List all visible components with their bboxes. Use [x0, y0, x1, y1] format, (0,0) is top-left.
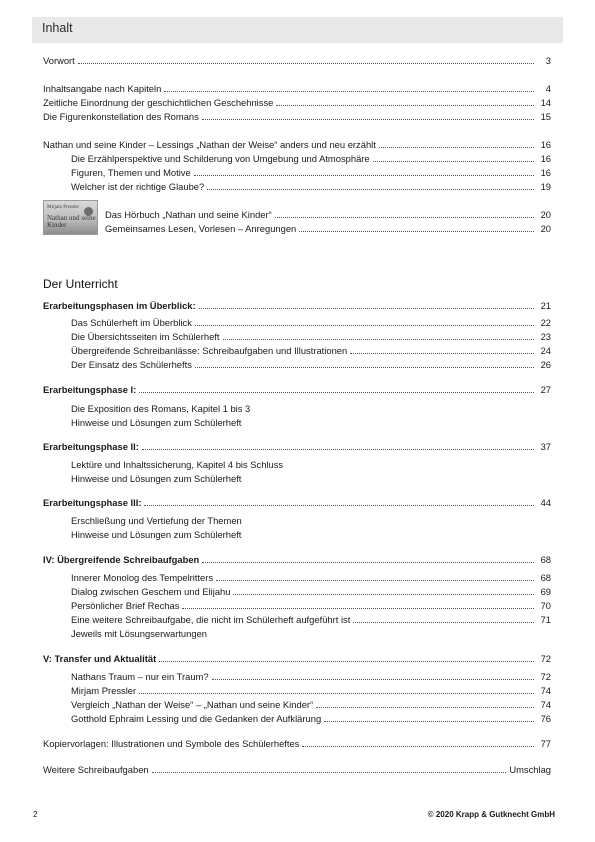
toc-leader-dots [202, 561, 534, 563]
toc-entry-page: 68 [540, 572, 551, 583]
toc-entry-page: 14 [540, 97, 551, 108]
toc-entry-page: 72 [540, 671, 551, 682]
toc-entry-title: Inhaltsangabe nach Kapiteln [43, 83, 162, 94]
toc-entry-title: Die Übersichtsseiten im Schülerheft [71, 331, 220, 342]
toc-entry[interactable] [71, 712, 551, 725]
toc-entry-page: 71 [540, 614, 551, 625]
toc-entry-page: Umschlag [509, 764, 551, 775]
toc-leader-dots [78, 62, 534, 64]
toc-entry-page: 16 [540, 153, 551, 164]
toc-entry-title: Dialog zwischen Geschem und Elijahu [71, 586, 231, 597]
toc-entry-page: 72 [540, 653, 551, 664]
toc-entry[interactable] [71, 684, 551, 697]
toc-entry[interactable] [43, 299, 551, 312]
toc-entry-page: 77 [540, 738, 551, 749]
toc-entry-page: 22 [540, 317, 551, 328]
toc-entry-title: Nathans Traum – nur ein Traum? [71, 671, 209, 682]
toc-leader-dots [212, 678, 534, 680]
toc-entry-title: Der Einsatz des Schülerhefts [71, 359, 192, 370]
toc-entry-title: Erarbeitungsphasen im Überblick: [43, 300, 196, 311]
toc-entry-page: 27 [540, 384, 551, 395]
toc-entry[interactable] [71, 698, 551, 711]
toc-entry[interactable] [43, 737, 551, 750]
toc-entry-title: Vorwort [43, 55, 75, 66]
toc-leader-dots [350, 352, 534, 354]
toc-subline: Lektüre und Inhaltssicherung, Kapitel 4 bis Schluss [71, 459, 284, 470]
toc-leader-dots [353, 621, 534, 623]
toc-leader-dots [299, 230, 534, 232]
toc-entry-page: 76 [540, 713, 551, 724]
toc-leader-dots [207, 188, 534, 190]
toc-entry-page: 74 [540, 699, 551, 710]
toc-leader-dots [316, 706, 534, 708]
toc-leader-dots [159, 660, 534, 662]
toc-entry[interactable] [71, 613, 551, 626]
toc-entry-page: 70 [540, 600, 551, 611]
toc-entry-page: 16 [540, 139, 551, 150]
toc-entry-page: 74 [540, 685, 551, 696]
toc-entry-title: Kopiervorlagen: Illustrationen und Symbole des Schülerheftes [43, 738, 300, 749]
toc-entry-title: Die Figurenkonstellation des Romans [43, 111, 199, 122]
toc-entry[interactable] [43, 110, 551, 123]
toc-leader-dots [202, 118, 534, 120]
toc-entry[interactable] [71, 166, 551, 179]
cover-author: Mirjam Pressler [47, 205, 80, 210]
toc-leader-dots [195, 366, 534, 368]
toc-entry-title: Gotthold Ephraim Lessing und die Gedanken der Aufklärung [71, 713, 322, 724]
toc-leader-dots [139, 391, 534, 393]
toc-entry-page: 37 [540, 441, 551, 452]
toc-entry-title: Das Schülerheft im Überblick [71, 317, 192, 328]
toc-entry-page: 23 [540, 331, 551, 342]
toc-subline: Hinweise und Lösungen zum Schülerheft [71, 529, 242, 540]
toc-entry-page: 69 [540, 586, 551, 597]
toc-entry-title: Weitere Schreibaufgaben [43, 764, 149, 775]
toc-entry-title: V: Transfer und Aktualität [43, 653, 157, 664]
toc-entry-title: Vergleich „Nathan der Weise“ – „Nathan und seine Kinder“ [71, 699, 314, 710]
toc-entry-page: 15 [540, 111, 551, 122]
toc-entry[interactable] [105, 208, 551, 221]
toc-entry[interactable] [43, 763, 551, 776]
toc-entry-title: Eine weitere Schreibaufgabe, die nicht im Schülerheft aufgeführt ist [71, 614, 351, 625]
toc-leader-dots [182, 607, 534, 609]
unterricht-title: Der Unterricht [43, 277, 118, 291]
toc-leader-dots [199, 307, 534, 309]
toc-leader-dots [164, 90, 534, 92]
toc-entry-page: 20 [540, 209, 551, 220]
toc-entry-title: Gemeinsames Lesen, Vorlesen – Anregungen [105, 223, 297, 234]
toc-entry-title: Nathan und seine Kinder – Lessings „Nathan der Weise“ anders und neu erzählt [43, 139, 376, 150]
toc-entry-page: 4 [545, 83, 551, 94]
toc-entry-title: Erarbeitungsphase II: [43, 441, 139, 452]
toc-entry[interactable] [43, 138, 551, 151]
toc-entry-title: Übergreifende Schreibanlässe: Schreibaufgaben und Illustrationen [71, 345, 348, 356]
toc-entry[interactable] [71, 316, 551, 329]
toc-leader-dots [195, 324, 534, 326]
toc-subline: Jeweils mit Lösungserwartungen [71, 628, 208, 639]
toc-leader-dots [233, 593, 534, 595]
toc-entry[interactable] [43, 496, 551, 509]
toc-entry-page: 24 [540, 345, 551, 356]
toc-entry[interactable] [71, 599, 551, 612]
toc-entry[interactable] [105, 222, 551, 235]
toc-leader-dots [302, 745, 534, 747]
toc-entry-title: Figuren, Themen und Motive [71, 167, 191, 178]
toc-leader-dots [324, 720, 534, 722]
toc-entry-title: Das Hörbuch „Nathan und seine Kinder“ [105, 209, 272, 220]
toc-leader-dots [379, 146, 534, 148]
toc-entry[interactable] [43, 553, 551, 566]
toc-entry[interactable] [71, 585, 551, 598]
audiobook-cover-image [43, 200, 98, 235]
toc-entry-title: Erarbeitungsphase III: [43, 497, 142, 508]
toc-leader-dots [194, 174, 534, 176]
toc-entry-title: Welcher ist der richtige Glaube? [71, 181, 205, 192]
toc-entry[interactable] [71, 330, 551, 343]
toc-entry[interactable] [71, 670, 551, 683]
toc-entry[interactable] [43, 383, 551, 396]
toc-entry-title: Erarbeitungsphase I: [43, 384, 137, 395]
toc-entry-title: Die Erzählperspektive und Schilderung von Umgebung und Atmosphäre [71, 153, 370, 164]
toc-entry-page: 68 [540, 554, 551, 565]
toc-entry-page: 20 [540, 223, 551, 234]
toc-entry[interactable] [43, 440, 551, 453]
toc-subline: Hinweise und Lösungen zum Schülerheft [71, 417, 242, 428]
contents-header-band [32, 17, 563, 43]
toc-leader-dots [373, 160, 534, 162]
toc-entry[interactable] [71, 344, 551, 357]
toc-leader-dots [223, 338, 535, 340]
toc-entry-page: 44 [540, 497, 551, 508]
toc-entry[interactable] [71, 180, 551, 193]
toc-entry-page: 3 [545, 55, 551, 66]
toc-entry[interactable] [43, 54, 551, 67]
toc-leader-dots [144, 504, 534, 506]
toc-entry-page: 16 [540, 167, 551, 178]
toc-leader-dots [142, 448, 534, 450]
toc-entry-page: 19 [540, 181, 551, 192]
toc-entry-title: Innerer Monolog des Tempelritters [71, 572, 214, 583]
toc-entry[interactable] [43, 652, 551, 665]
toc-entry[interactable] [43, 96, 551, 109]
toc-entry-title: Persönlicher Brief Rechas [71, 600, 180, 611]
toc-entry[interactable] [71, 571, 551, 584]
toc-leader-dots [275, 216, 534, 218]
toc-subline: Die Exposition des Romans, Kapitel 1 bis 3 [71, 403, 251, 414]
copyright-notice: © 2020 Krapp & Gutknecht GmbH [427, 810, 555, 819]
toc-leader-dots [139, 692, 534, 694]
toc-entry-page: 26 [540, 359, 551, 370]
toc-entry-title: Zeitliche Einordnung der geschichtlichen Geschehnisse [43, 97, 274, 108]
toc-leader-dots [276, 104, 534, 106]
toc-entry[interactable] [43, 82, 551, 95]
cover-title: Nathan und seine Kinder [47, 214, 96, 229]
page-number: 2 [33, 810, 38, 819]
toc-entry[interactable] [71, 152, 551, 165]
toc-entry-page: 21 [540, 300, 551, 311]
toc-subline: Erschließung und Vertiefung der Themen [71, 515, 242, 526]
toc-entry-title: Mirjam Pressler [71, 685, 137, 696]
toc-subline: Hinweise und Lösungen zum Schülerheft [71, 473, 242, 484]
contents-title: Inhalt [42, 21, 73, 35]
toc-leader-dots [152, 771, 507, 773]
toc-leader-dots [216, 579, 534, 581]
toc-entry[interactable] [71, 358, 551, 371]
toc-entry-title: IV: Übergreifende Schreibaufgaben [43, 554, 200, 565]
